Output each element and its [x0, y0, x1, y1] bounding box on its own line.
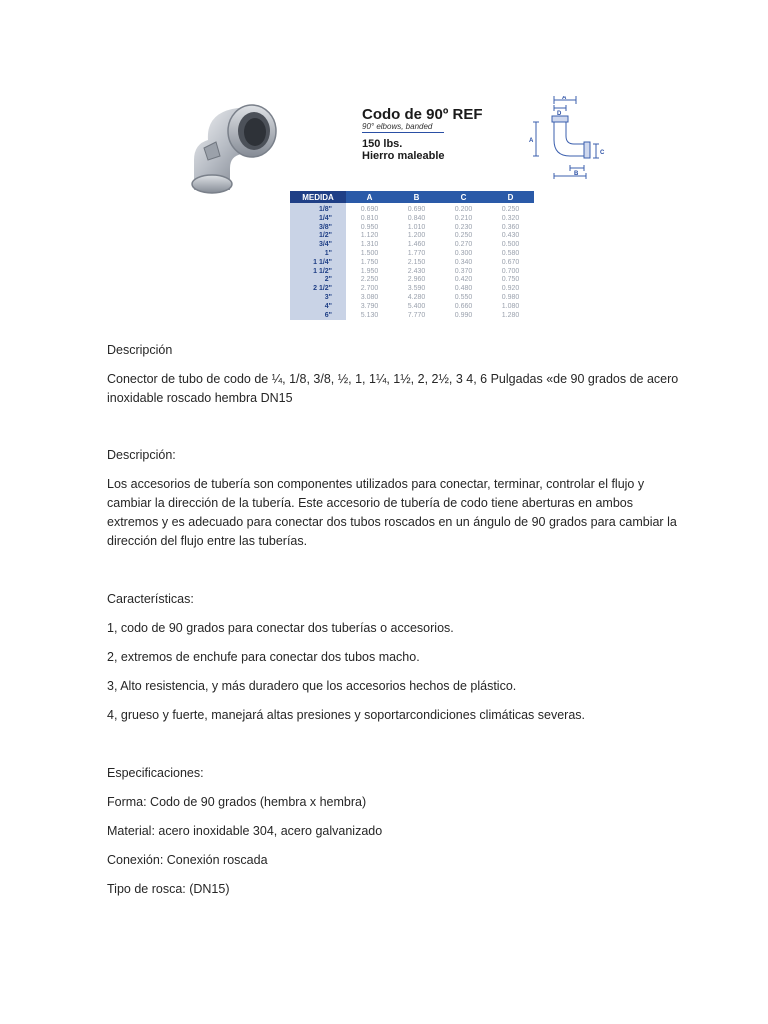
cell-b: 3.590 [407, 285, 426, 293]
cell-c: 0.210 [454, 214, 473, 222]
dimension-table [290, 191, 534, 320]
cell-a: 2.250 [360, 276, 379, 284]
table-row [290, 259, 534, 268]
size-cell: 6" [290, 312, 346, 321]
cell-d: 0.980 [501, 293, 520, 301]
cell-b: 4.280 [407, 293, 426, 301]
figure-title-block [362, 106, 512, 162]
feature-item-3: 3, Alto resistencia, y más duradero que los accesorios hechos de plástico. [107, 679, 517, 693]
header-c: C [440, 191, 487, 203]
cell-d: 0.700 [501, 267, 520, 275]
size-cell: 3" [290, 294, 346, 303]
diagram-label-b: B [574, 171, 579, 177]
cell-d: 0.430 [501, 232, 520, 240]
cell-c: 0.660 [454, 302, 473, 310]
table-row [290, 276, 534, 285]
size-cell: 2 1/2" [290, 285, 346, 294]
cell-a: 3.790 [360, 302, 379, 310]
size-cell: 1/4" [290, 215, 346, 224]
size-cell: 1" [290, 250, 346, 259]
cell-b: 7.770 [407, 311, 426, 319]
cell-a: 0.690 [360, 206, 379, 213]
feature-item-2: 2, extremos de enchufe para conectar dos tubos macho. [107, 650, 420, 664]
table-row [290, 232, 534, 241]
table-row [290, 312, 534, 321]
size-cell: 3/4" [290, 241, 346, 250]
cell-c: 0.200 [454, 206, 473, 213]
elbow-fitting-image [190, 98, 292, 198]
table-header-row [290, 191, 534, 203]
figure-material: Hierro maleable [362, 150, 445, 162]
cell-d: 0.580 [501, 249, 520, 257]
table-row [290, 285, 534, 294]
spec-item-thread: Tipo de rosca: (DN15) [107, 882, 230, 896]
feature-item-1: 1, codo de 90 grados para conectar dos tuberías o accesorios. [107, 621, 454, 635]
cell-c: 0.480 [454, 285, 473, 293]
paragraph-line-4: dirección del flujo entre las tuberías. [107, 534, 308, 548]
cell-d: 0.360 [501, 223, 520, 231]
diagram-label-c: C [600, 150, 605, 156]
description-line-1: Conector de tubo de codo de ¼, 1/8, 3/8, ½, 1, 1¼, 1½, 2, 2½, 3 4, 6 Pulgadas «de 90 grados de acero [107, 372, 679, 386]
cell-c: 0.420 [454, 276, 473, 284]
cell-b: 0.840 [407, 214, 426, 222]
table-row [290, 294, 534, 303]
cell-b: 5.400 [407, 302, 426, 310]
size-cell: 1 1/2" [290, 268, 346, 277]
cell-d: 1.080 [501, 302, 520, 310]
spec-item-connection: Conexión: Conexión roscada [107, 853, 268, 867]
figure-subtitle: 90° elbows, banded [362, 122, 444, 133]
size-cell: 1 1/4" [290, 259, 346, 268]
header-b: B [393, 191, 440, 203]
cell-b: 1.770 [407, 249, 426, 257]
spec-item-shape: Forma: Codo de 90 grados (hembra x hembra) [107, 795, 367, 809]
cell-a: 3.080 [360, 293, 379, 301]
table-row [290, 241, 534, 250]
table-row [290, 203, 534, 215]
description-heading: Descripción [107, 343, 173, 357]
description-heading-2: Descripción: [107, 448, 176, 462]
header-a: A [346, 191, 393, 203]
cell-d: 0.920 [501, 285, 520, 293]
cell-c: 0.370 [454, 267, 473, 275]
cell-b: 1.460 [407, 241, 426, 249]
cell-a: 1.950 [360, 267, 379, 275]
cell-c: 0.300 [454, 249, 473, 257]
size-cell: 3/8" [290, 224, 346, 233]
paragraph-line-1: Los accesorios de tubería son componentes utilizados para conectar, terminar, controlar el flujo y [107, 477, 645, 491]
features-heading: Características: [107, 592, 194, 606]
size-cell: 2" [290, 276, 346, 285]
cell-d: 0.670 [501, 258, 520, 266]
header-medida: MEDIDA [290, 191, 346, 203]
table-row [290, 224, 534, 233]
cell-d: 0.250 [501, 206, 520, 213]
table-row [290, 215, 534, 224]
figure-pressure: 150 lbs. [362, 138, 403, 150]
cell-a: 0.810 [360, 214, 379, 222]
cell-a: 1.310 [360, 241, 379, 249]
cell-d: 0.500 [501, 241, 520, 249]
cell-a: 5.130 [360, 311, 379, 319]
diagram-label-a-top: A [562, 96, 567, 101]
cell-d: 0.320 [501, 214, 520, 222]
table-row [290, 268, 534, 277]
cell-b: 1.200 [407, 232, 426, 240]
cell-c: 0.550 [454, 293, 473, 301]
figure-title: Codo de 90º REF [362, 106, 483, 123]
diagram-label-a-left: A [529, 138, 534, 144]
cell-b: 2.960 [407, 276, 426, 284]
header-d: D [487, 191, 534, 203]
cell-c: 0.270 [454, 241, 473, 249]
cell-a: 1.500 [360, 249, 379, 257]
table-row [290, 250, 534, 259]
description-line-2: inoxidable roscado hembra DN15 [107, 391, 293, 405]
size-cell: 4" [290, 303, 346, 312]
cell-a: 1.750 [360, 258, 379, 266]
table-row [290, 303, 534, 312]
cell-c: 0.230 [454, 223, 473, 231]
cell-b: 1.010 [407, 223, 426, 231]
cell-b: 2.150 [407, 258, 426, 266]
cell-a: 0.950 [360, 223, 379, 231]
cell-a: 2.700 [360, 285, 379, 293]
cell-a: 1.120 [360, 232, 379, 240]
size-cell: 1/2" [290, 232, 346, 241]
dimension-diagram [526, 96, 610, 196]
cell-c: 0.990 [454, 311, 473, 319]
paragraph-line-3: extremos y es adecuado para conectar dos tubos roscados en un ángulo de 90 grados para cambiar la [107, 515, 677, 529]
spec-item-material: Material: acero inoxidable 304, acero galvanizado [107, 824, 383, 838]
paragraph-line-2: cambiar la dirección de la tubería. Este accesorio de tubería de codo tiene aberturas en ambos [107, 496, 634, 510]
cell-d: 0.750 [501, 276, 520, 284]
cell-c: 0.250 [454, 232, 473, 240]
feature-item-4: 4, grueso y fuerte, manejará altas presiones y soportarcondiciones climáticas severas. [107, 708, 586, 722]
specs-heading: Especificaciones: [107, 766, 204, 780]
cell-b: 2.430 [407, 267, 426, 275]
product-figure [190, 92, 610, 348]
cell-b: 0.690 [407, 206, 426, 213]
diagram-label-d: D [557, 111, 562, 117]
size-cell: 1/8" [290, 203, 346, 215]
cell-c: 0.340 [454, 258, 473, 266]
cell-d: 1.280 [501, 311, 520, 319]
